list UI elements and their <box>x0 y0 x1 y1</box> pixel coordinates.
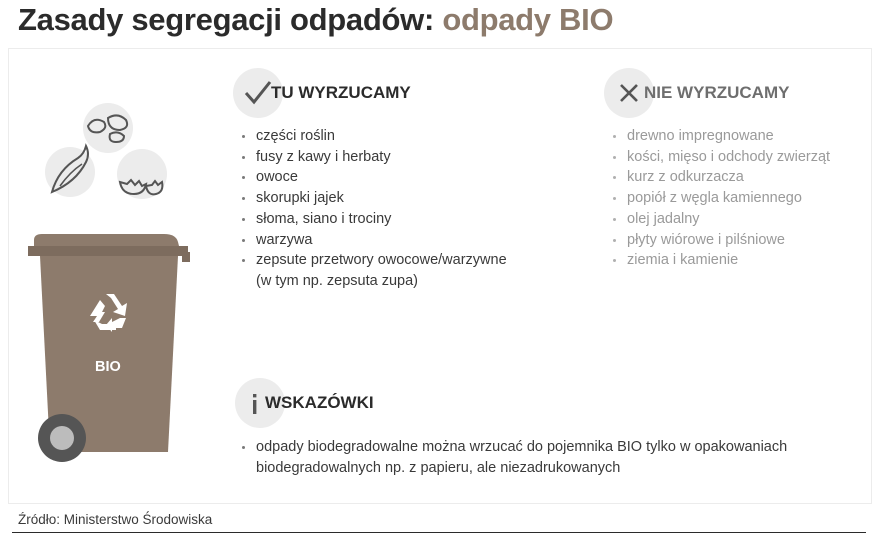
source-note: Źródło: Ministerstwo Środowiska <box>18 512 213 527</box>
list-item: części roślin <box>238 126 507 147</box>
list-item: owoce <box>238 167 507 188</box>
list-item: płyty wiórowe i pilśniowe <box>609 230 830 251</box>
list-item: słoma, siano i trociny <box>238 209 507 230</box>
list-item-continuation: (w tym np. zepsuta zupa) <box>256 272 418 289</box>
title-accent: odpady BIO <box>442 2 614 37</box>
page-title <box>18 2 613 38</box>
allowed-list <box>238 126 507 292</box>
allowed-title: TU WYRZUCAMY <box>271 83 411 102</box>
list-item: skorupki jajek <box>238 188 507 209</box>
list-item: zepsute przetwory owocowe/warzywne <box>238 250 507 271</box>
tips-section-header <box>235 378 374 428</box>
forbidden-section-header <box>604 68 789 118</box>
list-item: kurz z odkurzacza <box>609 167 830 188</box>
list-item: ziemia i kamienie <box>609 250 830 271</box>
list-item-continuation: biodegradowalnych np. z papieru, ale niezadrukowanych <box>256 459 621 476</box>
title-main: Zasady segregacji odpadów: <box>18 2 434 37</box>
list-item: drewno impregnowane <box>609 126 830 147</box>
banana-peel-icon <box>45 146 95 197</box>
allowed-section-header <box>233 68 411 118</box>
list-item: kości, mięso i odchody zwierząt <box>609 147 830 168</box>
forbidden-title: NIE WYRZUCAMY <box>644 83 790 102</box>
bin-label: BIO <box>95 359 121 375</box>
bio-bin-illustration <box>24 226 196 468</box>
list-item: warzywa <box>238 230 507 251</box>
list-item: olej jadalny <box>609 209 830 230</box>
list-item: fusy z kawy i herbaty <box>238 147 507 168</box>
list-item: odpady biodegradowalne można wrzucać do pojemnika BIO tylko w opakowaniach <box>238 437 787 458</box>
tips-list <box>238 437 787 478</box>
egg-shells-icon <box>117 149 167 199</box>
waste-illustrations <box>38 100 178 204</box>
potato-peels-icon <box>83 103 133 153</box>
forbidden-list <box>609 126 830 271</box>
bottom-divider <box>12 532 866 533</box>
tips-title: WSKAZÓWKI <box>265 393 374 412</box>
list-item: popiół z węgla kamiennego <box>609 188 830 209</box>
